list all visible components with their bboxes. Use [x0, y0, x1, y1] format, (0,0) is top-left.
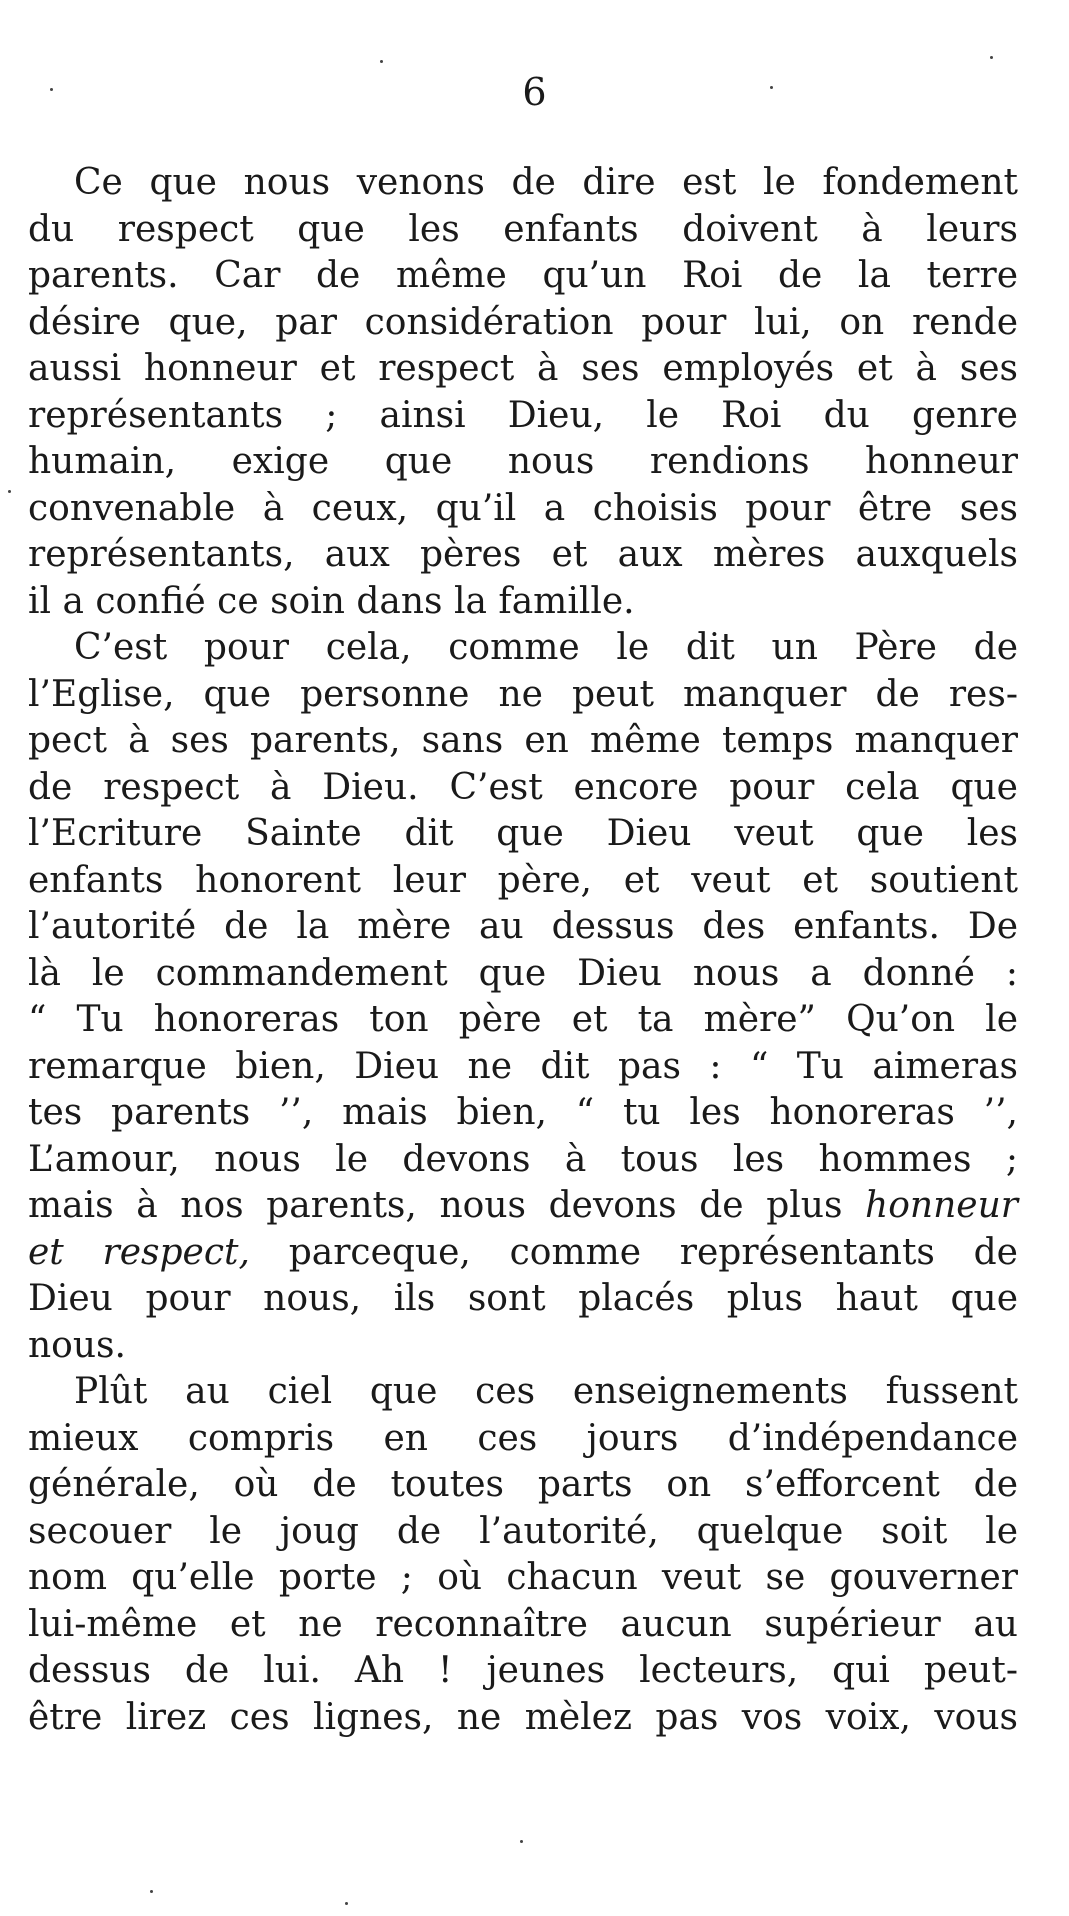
print-speck	[990, 56, 993, 59]
text-line: représentants, aux pères et aux mères auxquels	[28, 534, 1018, 575]
text-line: enfants honorent leur père, et veut et soutient	[28, 859, 1018, 901]
text-line: Ce que nous venons de dire est le fondement	[74, 162, 1018, 203]
text-line: parents. Car de même qu’un Roi de la terre	[28, 255, 1018, 296]
text-line: lui-même et ne reconnaître aucun supérieur au	[28, 1603, 1018, 1645]
text-line: C’est pour cela, comme le dit un Père de	[74, 627, 1018, 668]
text-line: convenable à ceux, qu’il a choisis pour être ses	[28, 487, 1018, 529]
text-line: L’amour, nous le devons à tous les hommes ;	[28, 1138, 1018, 1180]
text-line: “ Tu honoreras ton père et ta mère” Qu’on le	[28, 999, 1018, 1040]
page-number: 6	[522, 70, 547, 114]
print-speck	[520, 1840, 523, 1843]
print-speck	[345, 1902, 348, 1905]
text-line: là le commandement que Dieu nous a donné :	[28, 952, 1018, 994]
text-line: humain, exige que nous rendions honneur	[28, 441, 1018, 482]
text-line: nom qu’elle porte ; où chacun veut se gouverner	[28, 1557, 1018, 1598]
body-text	[28, 160, 1018, 1741]
text-run: mais à nos parents, nous devons de plus	[28, 1185, 843, 1226]
text-run: parceque, comme représentants de	[288, 1231, 1018, 1273]
paragraph-3	[28, 1369, 1018, 1741]
text-line: être lirez ces lignes, ne mèlez pas vos voix, vous	[28, 1696, 1018, 1738]
text-line-with-italic	[28, 1183, 1018, 1230]
text-line: générale, où de toutes parts on s’efforcent de	[28, 1464, 1018, 1505]
text-line: il a confié ce soin dans la famille.	[28, 580, 635, 622]
italic-text: honneur	[865, 1185, 1018, 1226]
print-speck	[380, 60, 383, 63]
text-line: Plût au ciel que ces enseignements fussent	[74, 1371, 1018, 1412]
paragraph-2	[28, 625, 1018, 1369]
text-line-with-italic	[28, 1230, 1018, 1277]
print-speck	[150, 1890, 153, 1893]
paragraph-1	[28, 160, 1018, 625]
text-line: du respect que les enfants doivent à leurs	[28, 208, 1018, 250]
text-line: aussi honneur et respect à ses employés et à ses	[28, 348, 1018, 389]
text-line: dessus de lui. Ah ! jeunes lecteurs, qui peut-	[28, 1650, 1018, 1691]
text-line: nous.	[28, 1324, 126, 1366]
text-line: Dieu pour nous, ils sont placés plus haut que	[28, 1278, 1018, 1319]
print-speck	[770, 86, 773, 89]
text-line: de respect à Dieu. C’est encore pour cela que	[28, 766, 1018, 808]
text-line: pect à ses parents, sans en même temps manquer	[28, 720, 1018, 761]
text-line: mieux compris en ces jours d’indépendance	[28, 1417, 1018, 1459]
print-speck	[50, 88, 53, 91]
print-speck	[8, 490, 11, 493]
text-line: l’autorité de la mère au dessus des enfants. De	[28, 906, 1018, 947]
text-line: l’Eglise, que personne ne peut manquer de res-	[28, 673, 1018, 715]
text-line: tes parents ’’, mais bien, “ tu les honoreras ’’,	[28, 1092, 1018, 1133]
italic-text: et respect,	[28, 1231, 250, 1273]
text-line: désire que, par considération pour lui, on rende	[28, 301, 1018, 343]
text-line: l’Ecriture Sainte dit que Dieu veut que les	[28, 813, 1018, 854]
text-line: secouer le joug de l’autorité, quelque soit le	[28, 1510, 1018, 1552]
text-line: représentants ; ainsi Dieu, le Roi du genre	[28, 394, 1018, 436]
text-line: remarque bien, Dieu ne dit pas : “ Tu aimeras	[28, 1045, 1018, 1087]
